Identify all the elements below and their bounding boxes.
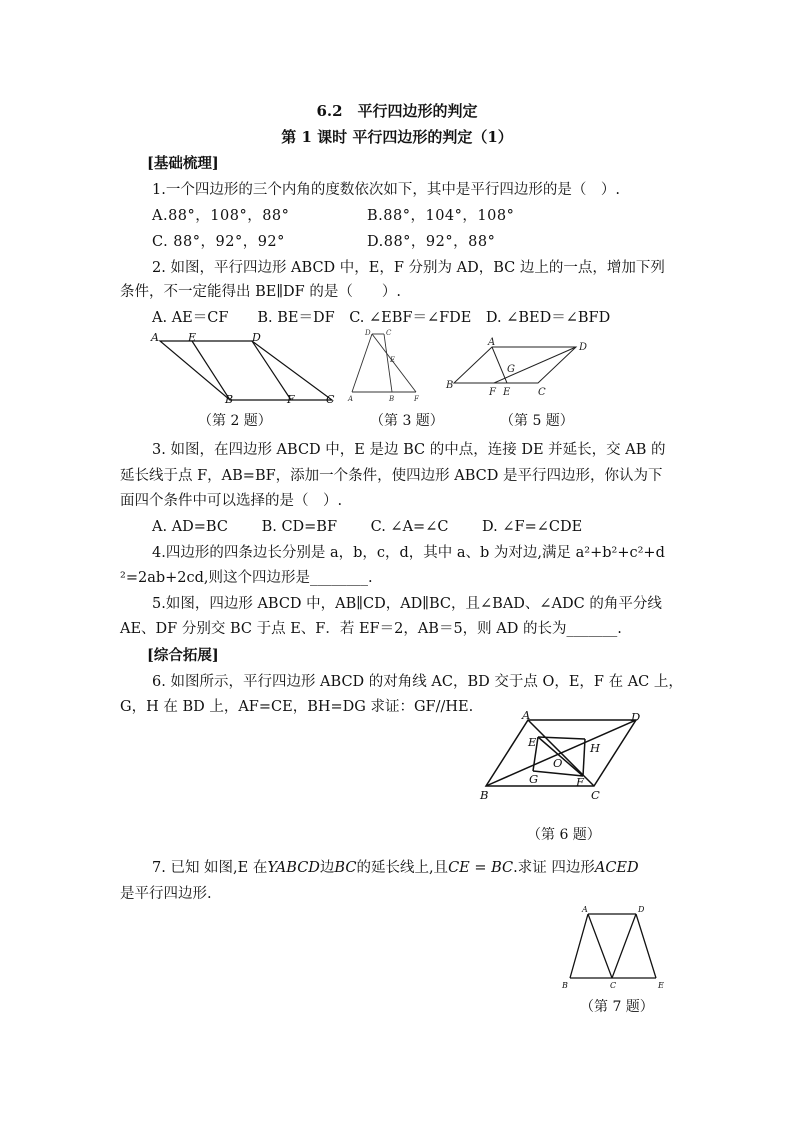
q7-line2: 是平行四边形. [120,886,212,902]
figure-q6 [476,708,646,804]
fig3-label-f: F [414,395,419,403]
q7-abcd: YABCD [267,860,320,876]
page-title: 6.2 平行四边形的判定 [316,102,478,120]
q7-aced: ACED [594,860,639,876]
q1-option-a: A.88°，108°，88° [152,208,290,224]
q1-option-b: B.88°，104°，108° [367,208,515,224]
fig2-label-f: F [287,393,295,405]
fig6-label-g: G [529,772,539,786]
fig3-label-c: C [386,329,392,337]
fig2-label-d: D [252,331,261,344]
q7-mid1: 边 [319,860,335,876]
figure-q5 [440,334,592,404]
figure-q2 [148,330,340,405]
fig6-label-e: E [528,735,537,749]
q7-line1 [152,856,639,877]
caption-fig6: （第 6 题） [527,827,601,843]
fig2-label-e: E [188,331,197,344]
q3-line3: 面四个条件中可以选择的是（ ）. [120,493,343,509]
q4-line2: ²=2ab+2cd,则这个四边形是________. [120,570,373,586]
section-extended: [综合拓展] [147,647,219,664]
q1-stem: 1.一个四边形的三个内角的度数依次如下，其中是平行四边形的是（ ）. [152,182,620,198]
fig5-label-c: C [538,387,546,398]
q5-line2: AE、DF 分别交 BC 于点 E、F．若 EF＝2，AB＝5，则 AD 的长为_______. [120,621,622,637]
fig7-label-d: D [638,905,645,914]
q2-line1: 2. 如图，平行四边形 ABCD 中，E，F 分别为 AD，BC 边上的一点，增加下列 [152,260,665,276]
figure-q3 [344,326,424,406]
fig7-label-c: C [610,981,617,990]
caption-fig3: （第 3 题） [370,413,444,429]
q5-line1: 5.如图，四边形 ABCD 中，AB∥CD，AD∥BC，且∠BAD、∠ADC 的角平分线 [152,596,662,612]
q7-bc: BC [334,860,357,876]
section-basic: [基础梳理] [147,155,219,172]
caption-fig5: （第 5 题） [500,413,574,429]
fig7-label-e: E [658,981,664,990]
q3-line2: 延长线于点 F，AB=BF，添加一个条件，使四边形 ABCD 是平行四边形，你认为下 [120,468,663,484]
fig2-label-b: B [225,393,234,405]
fig5-label-a: A [488,337,496,348]
q6-line2: G，H 在 BD 上，AF=CE，BH=DG 求证：GF//HE. [120,699,474,715]
q7-condition: CE = BC [448,860,514,876]
fig5-label-e: E [503,387,511,398]
q1-option-c: C. 88°，92°，92° [152,234,285,250]
q3-line1: 3. 如图，在四边形 ABCD 中，E 是边 BC 的中点，连接 DE 并延长，交 AB 的 [152,442,666,458]
fig6-label-d: D [631,710,641,724]
page-subtitle: 第 1 课时 平行四边形的判定（1） [281,128,513,146]
fig6-label-o: O [553,756,563,770]
q7-prefix: 7. 已知 如图,E 在 [152,860,268,876]
q7-mid2: 的延长线上,且 [356,860,449,876]
fig3-label-a: A [348,395,354,403]
fig5-label-b: B [446,380,454,391]
q6-line1: 6. 如图所示，平行四边形 ABCD 的对角线 AC，BD 交于点 O，E，F 在 AC 上， [152,674,683,690]
caption-fig7: （第 7 题） [580,999,654,1015]
fig3-label-e: E [390,356,396,364]
fig6-label-b: B [480,788,489,802]
q2-line2: 条件，不一定能得出 BE∥DF 的是（ ）. [120,284,401,300]
fig6-label-a: A [522,708,531,722]
fig6-label-h: H [590,741,601,755]
fig2-label-a: A [151,331,159,344]
figure-q7 [556,902,676,992]
q2-options: A. AE＝CF B. BE＝DF C. ∠EBF＝∠FDE D. ∠BED＝∠BFD [152,310,611,326]
fig5-label-f: F [489,387,496,398]
fig2-label-c: C [326,393,335,405]
fig3-label-b: B [389,395,395,403]
fig7-label-b: B [562,981,568,990]
q4-line1: 4.四边形的四条边长分别是 a，b，c，d，其中 a、b 为对边,满足 a²+b²+c²+d [152,545,665,561]
fig3-label-d: D [365,329,371,337]
caption-fig2: （第 2 题） [198,413,272,429]
q1-option-d: D.88°，92°，88° [367,234,496,250]
fig6-label-c: C [591,788,600,802]
q3-options: A. AD=BC B. CD=BF C. ∠A=∠C D. ∠F=∠CDE [152,519,583,535]
fig7-label-a: A [582,905,588,914]
fig5-label-d: D [579,342,588,353]
q7-mid3: .求证 四边形 [513,860,595,876]
fig6-label-f: F [576,775,584,789]
fig5-label-g: G [507,364,515,375]
